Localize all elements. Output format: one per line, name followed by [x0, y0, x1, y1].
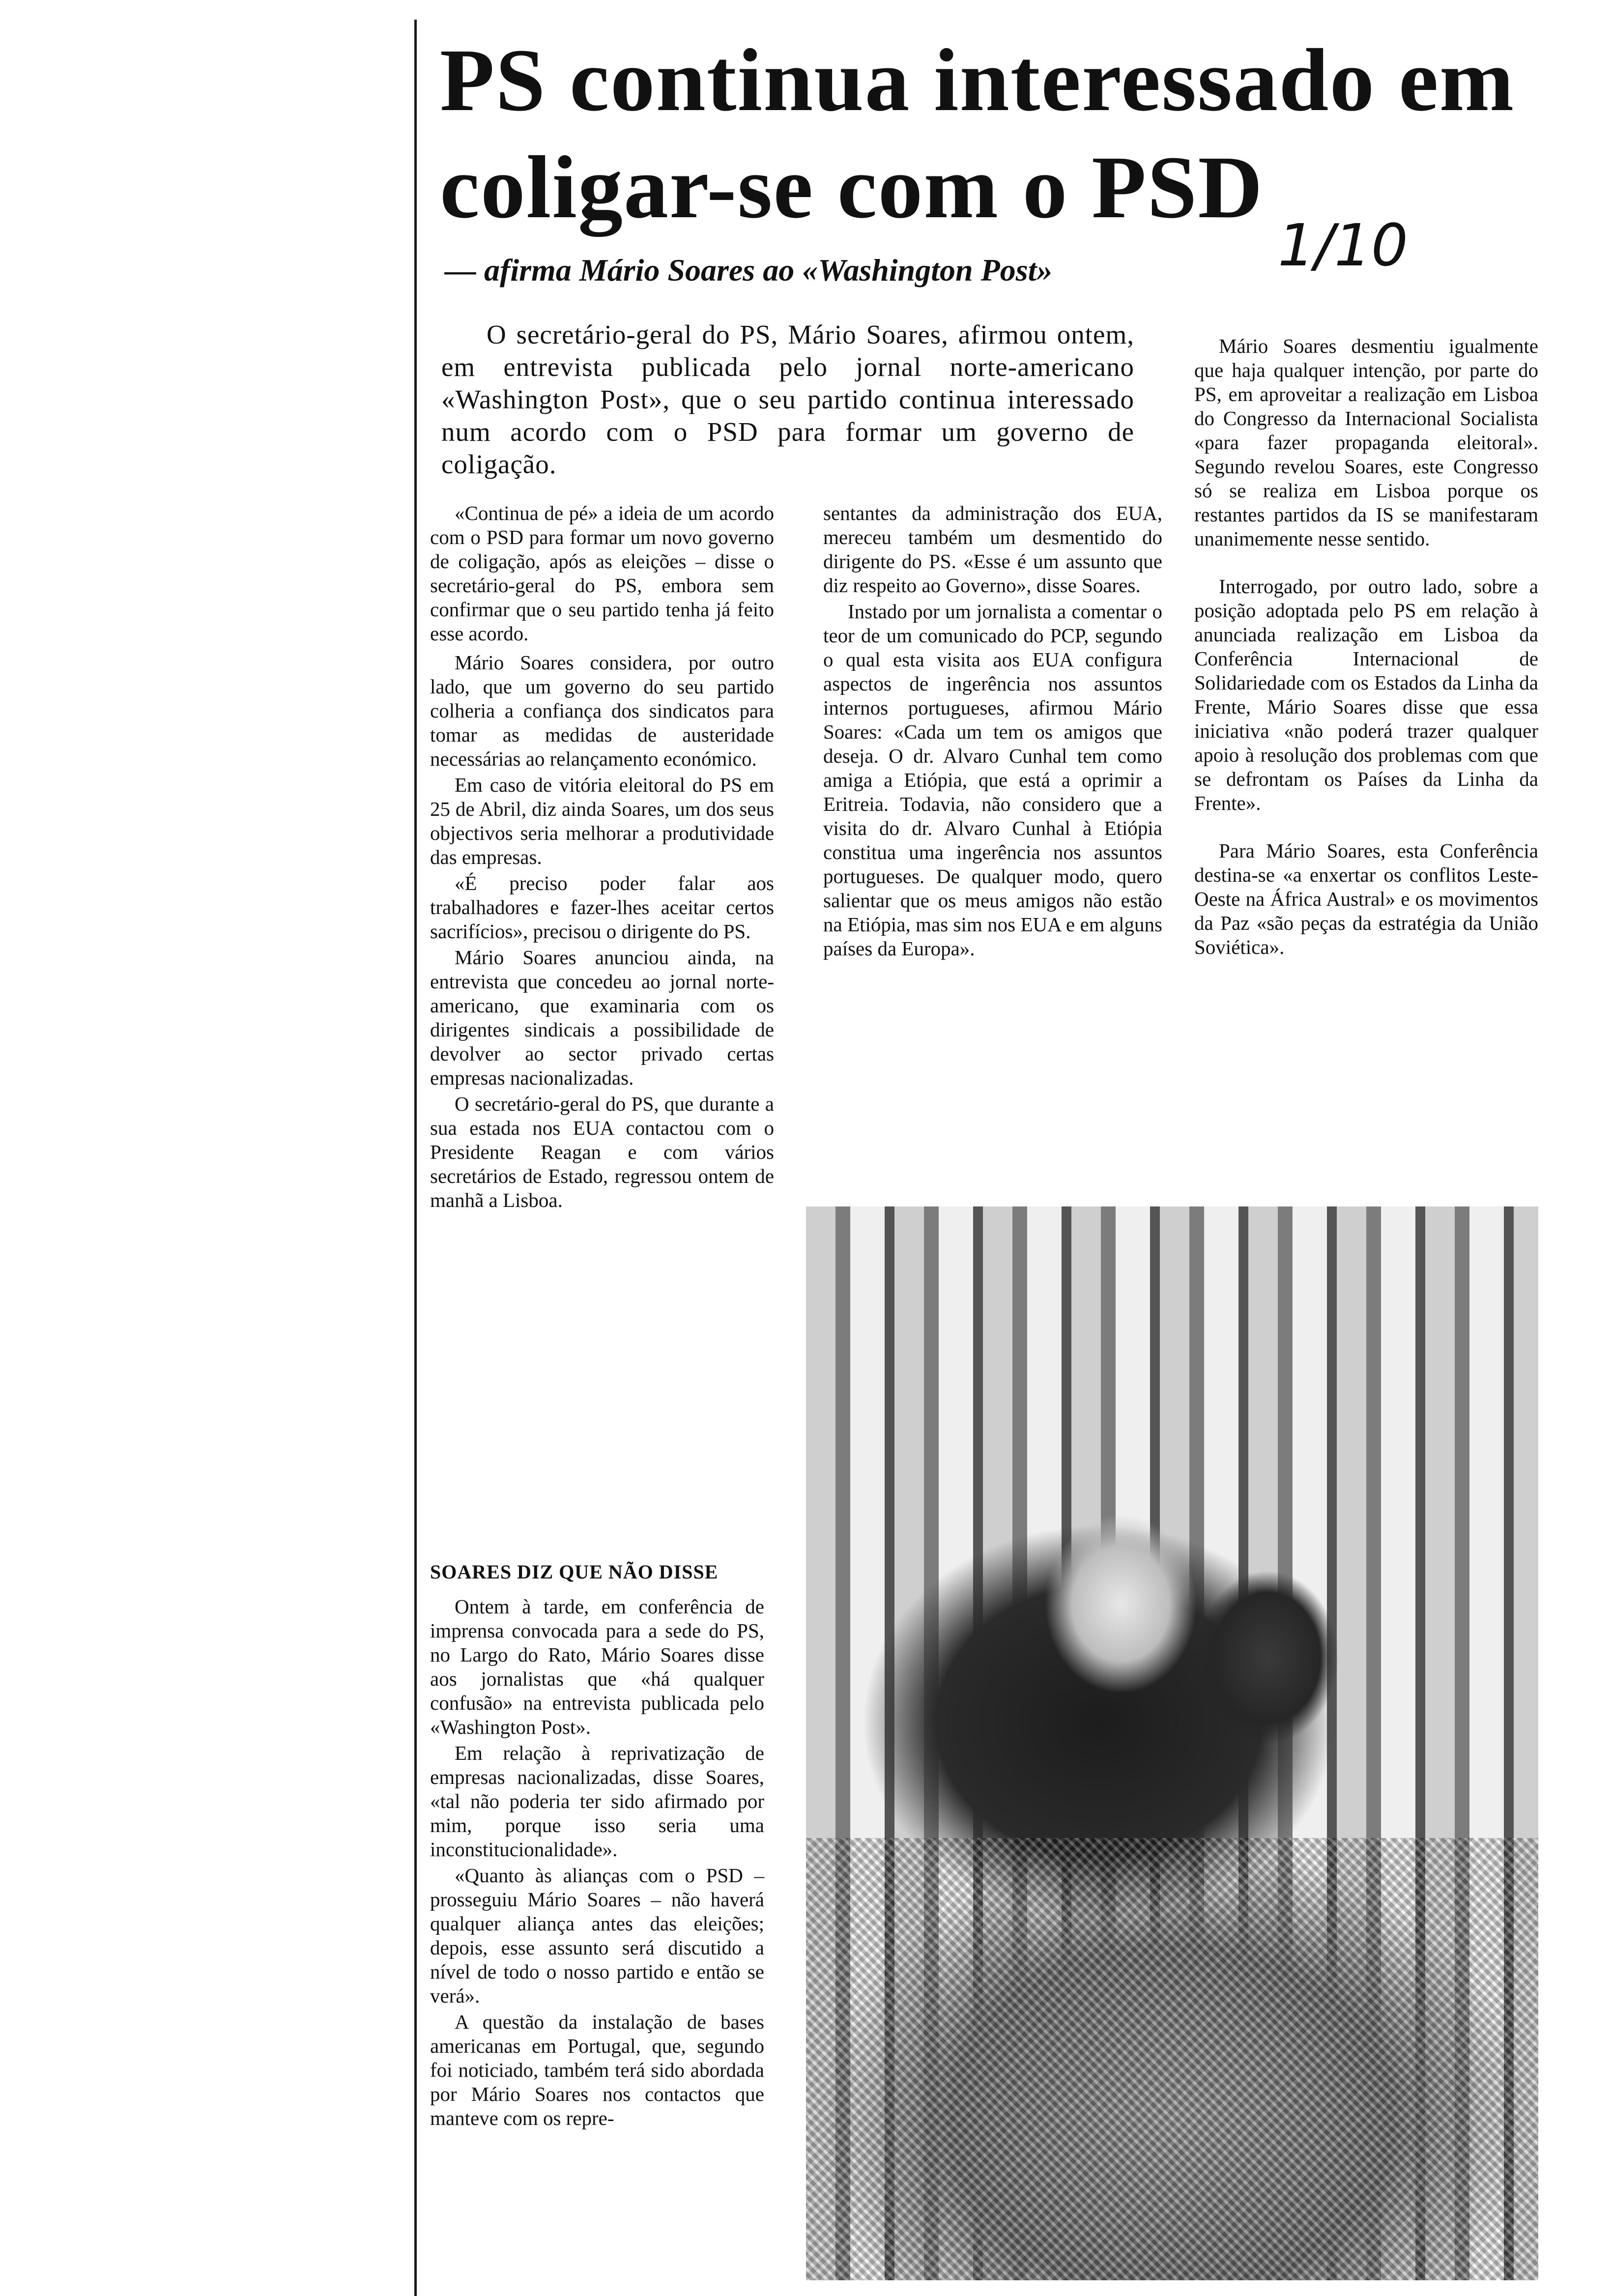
subheadline: — afirma Mário Soares ao «Washington Post»	[445, 253, 1053, 287]
paragraph: Em caso de vitória eleitoral do PS em 25 de Abril, diz ainda Soares, um dos seus objectivos seria melhorar a produtividade das empresas.	[430, 774, 774, 868]
paragraph: Mário Soares considera, por outro lado, que um governo do seu partido colheria a confiança dos sindicatos para tomar as medidas de austeridade necessárias ao relançamento económico.	[430, 651, 774, 770]
article-column-3	[1194, 334, 1538, 961]
handwritten-note: 1/10	[1278, 211, 1408, 279]
lead-paragraph: O secretário-geral do PS, Mário Soares, afirmou ontem, em entrevista publicada pelo jornal norte-americano «Washington Post», que o seu partido continua interessado num acordo com o PSD para formar um governo de coligação.	[441, 319, 1134, 479]
article-column-1-section	[430, 1595, 764, 2132]
headline: PS continua interessado em coligar-se com o PSD	[440, 31, 1515, 237]
paragraph: A questão da instalação de bases americanas em Portugal, que, segundo foi noticiado, também terá sido abordada por Mário Soares nos contactos que manteve com os repre-	[430, 2010, 764, 2129]
column-rule	[414, 20, 417, 2296]
paragraph: O secretário-geral do PS, que durante a sua estada nos EUA contactou com o Presidente Reagan e com vários secretários de Estado, regressou ontem de manhã a Lisboa.	[430, 1092, 774, 1211]
article-column-2	[823, 501, 1162, 963]
paragraph: Instado por um jornalista a comentar o teor de um comunicado do PCP, segundo o qual esta visita aos EUA configura aspectos de ingerência nos assuntos internos portugueses, afirmou Mário Soares: «Cada um tem os amigos que deseja. O dr. Alvaro Cunhal tem como amiga a Etiópia, que está a oprimir a Eritreia. Todavia, não considero que a visita do dr. Alvaro Cunhal à Etiópia constitua uma ingerência nos assuntos portugueses. De qualquer modo, quero salientar que os meus amigos não estão na Etiópia, mas sim nos EUA e em alguns países da Europa».	[823, 600, 1162, 960]
paragraph: «É preciso poder falar aos trabalhadores e fazer-lhes aceitar certos sacrifícios», precisou o dirigente do PS.	[430, 872, 774, 943]
paragraph: sentantes da administração dos EUA, mereceu também um desmentido do dirigente do PS. «Esse é um assunto que diz respeito ao Governo», disse Soares.	[823, 502, 1162, 597]
news-photo	[806, 1206, 1538, 2280]
paragraph: Em relação à reprivatização de empresas nacionalizadas, disse Soares, «tal não poderia ter sido afirmado por mim, porque isso seria uma inconstitucionalidade».	[430, 1742, 764, 1861]
article-column-1	[430, 501, 774, 1214]
section-heading: SOARES DIZ QUE NÃO DISSE	[430, 1561, 719, 1583]
paragraph: Para Mário Soares, esta Conferência destina-se «a enxertar os conflitos Leste-Oeste na África Austral» e os movimentos da Paz «são peças da estratégia da União Soviética».	[1194, 839, 1538, 958]
paragraph: Mário Soares desmentiu igualmente que haja qualquer intenção, por parte do PS, em aproveitar a realização em Lisboa do Congresso da Internacional Socialista «para fazer propaganda eleitoral». Segundo revelou Soares, este Congresso só se realiza em Lisboa porque os restantes partidos da IS se manifestaram unanimemente nesse sentido.	[1194, 335, 1538, 550]
paragraph: Mário Soares anunciou ainda, na entrevista que concedeu ao jornal norte-americano, que examinaria com os dirigentes sindicais a possibilidade de devolver ao sector privado certas empresas nacionalizadas.	[430, 946, 774, 1089]
paragraph: «Continua de pé» a ideia de um acordo com o PSD para formar um novo governo de coligação, após as eleições – disse o secretário-geral do PS, embora sem confirmar que o seu partido tenha já feito esse acordo.	[430, 502, 774, 645]
paragraph: «Quanto às alianças com o PSD – prosseguiu Mário Soares – não haverá qualquer aliança antes das eleições; depois, esse assunto será discutido a nível de todo o nosso partido e então se verá».	[430, 1864, 764, 2007]
paragraph: Ontem à tarde, em conferência de imprensa convocada para a sede do PS, no Largo do Rato, Mário Soares disse aos jornalistas que «há qualquer confusão» na entrevista publicada pelo «Washington Post».	[430, 1595, 764, 1738]
paragraph: Interrogado, por outro lado, sobre a posição adoptada pelo PS em relação à anunciada realização em Lisboa da Conferência Internacional de Solidariedade com os Estados da Linha da Frente, Mário Soares disse que essa iniciativa «não poderá trazer qualquer apoio à resolução dos problemas com que se defrontam os Países da Linha da Frente».	[1194, 575, 1538, 814]
